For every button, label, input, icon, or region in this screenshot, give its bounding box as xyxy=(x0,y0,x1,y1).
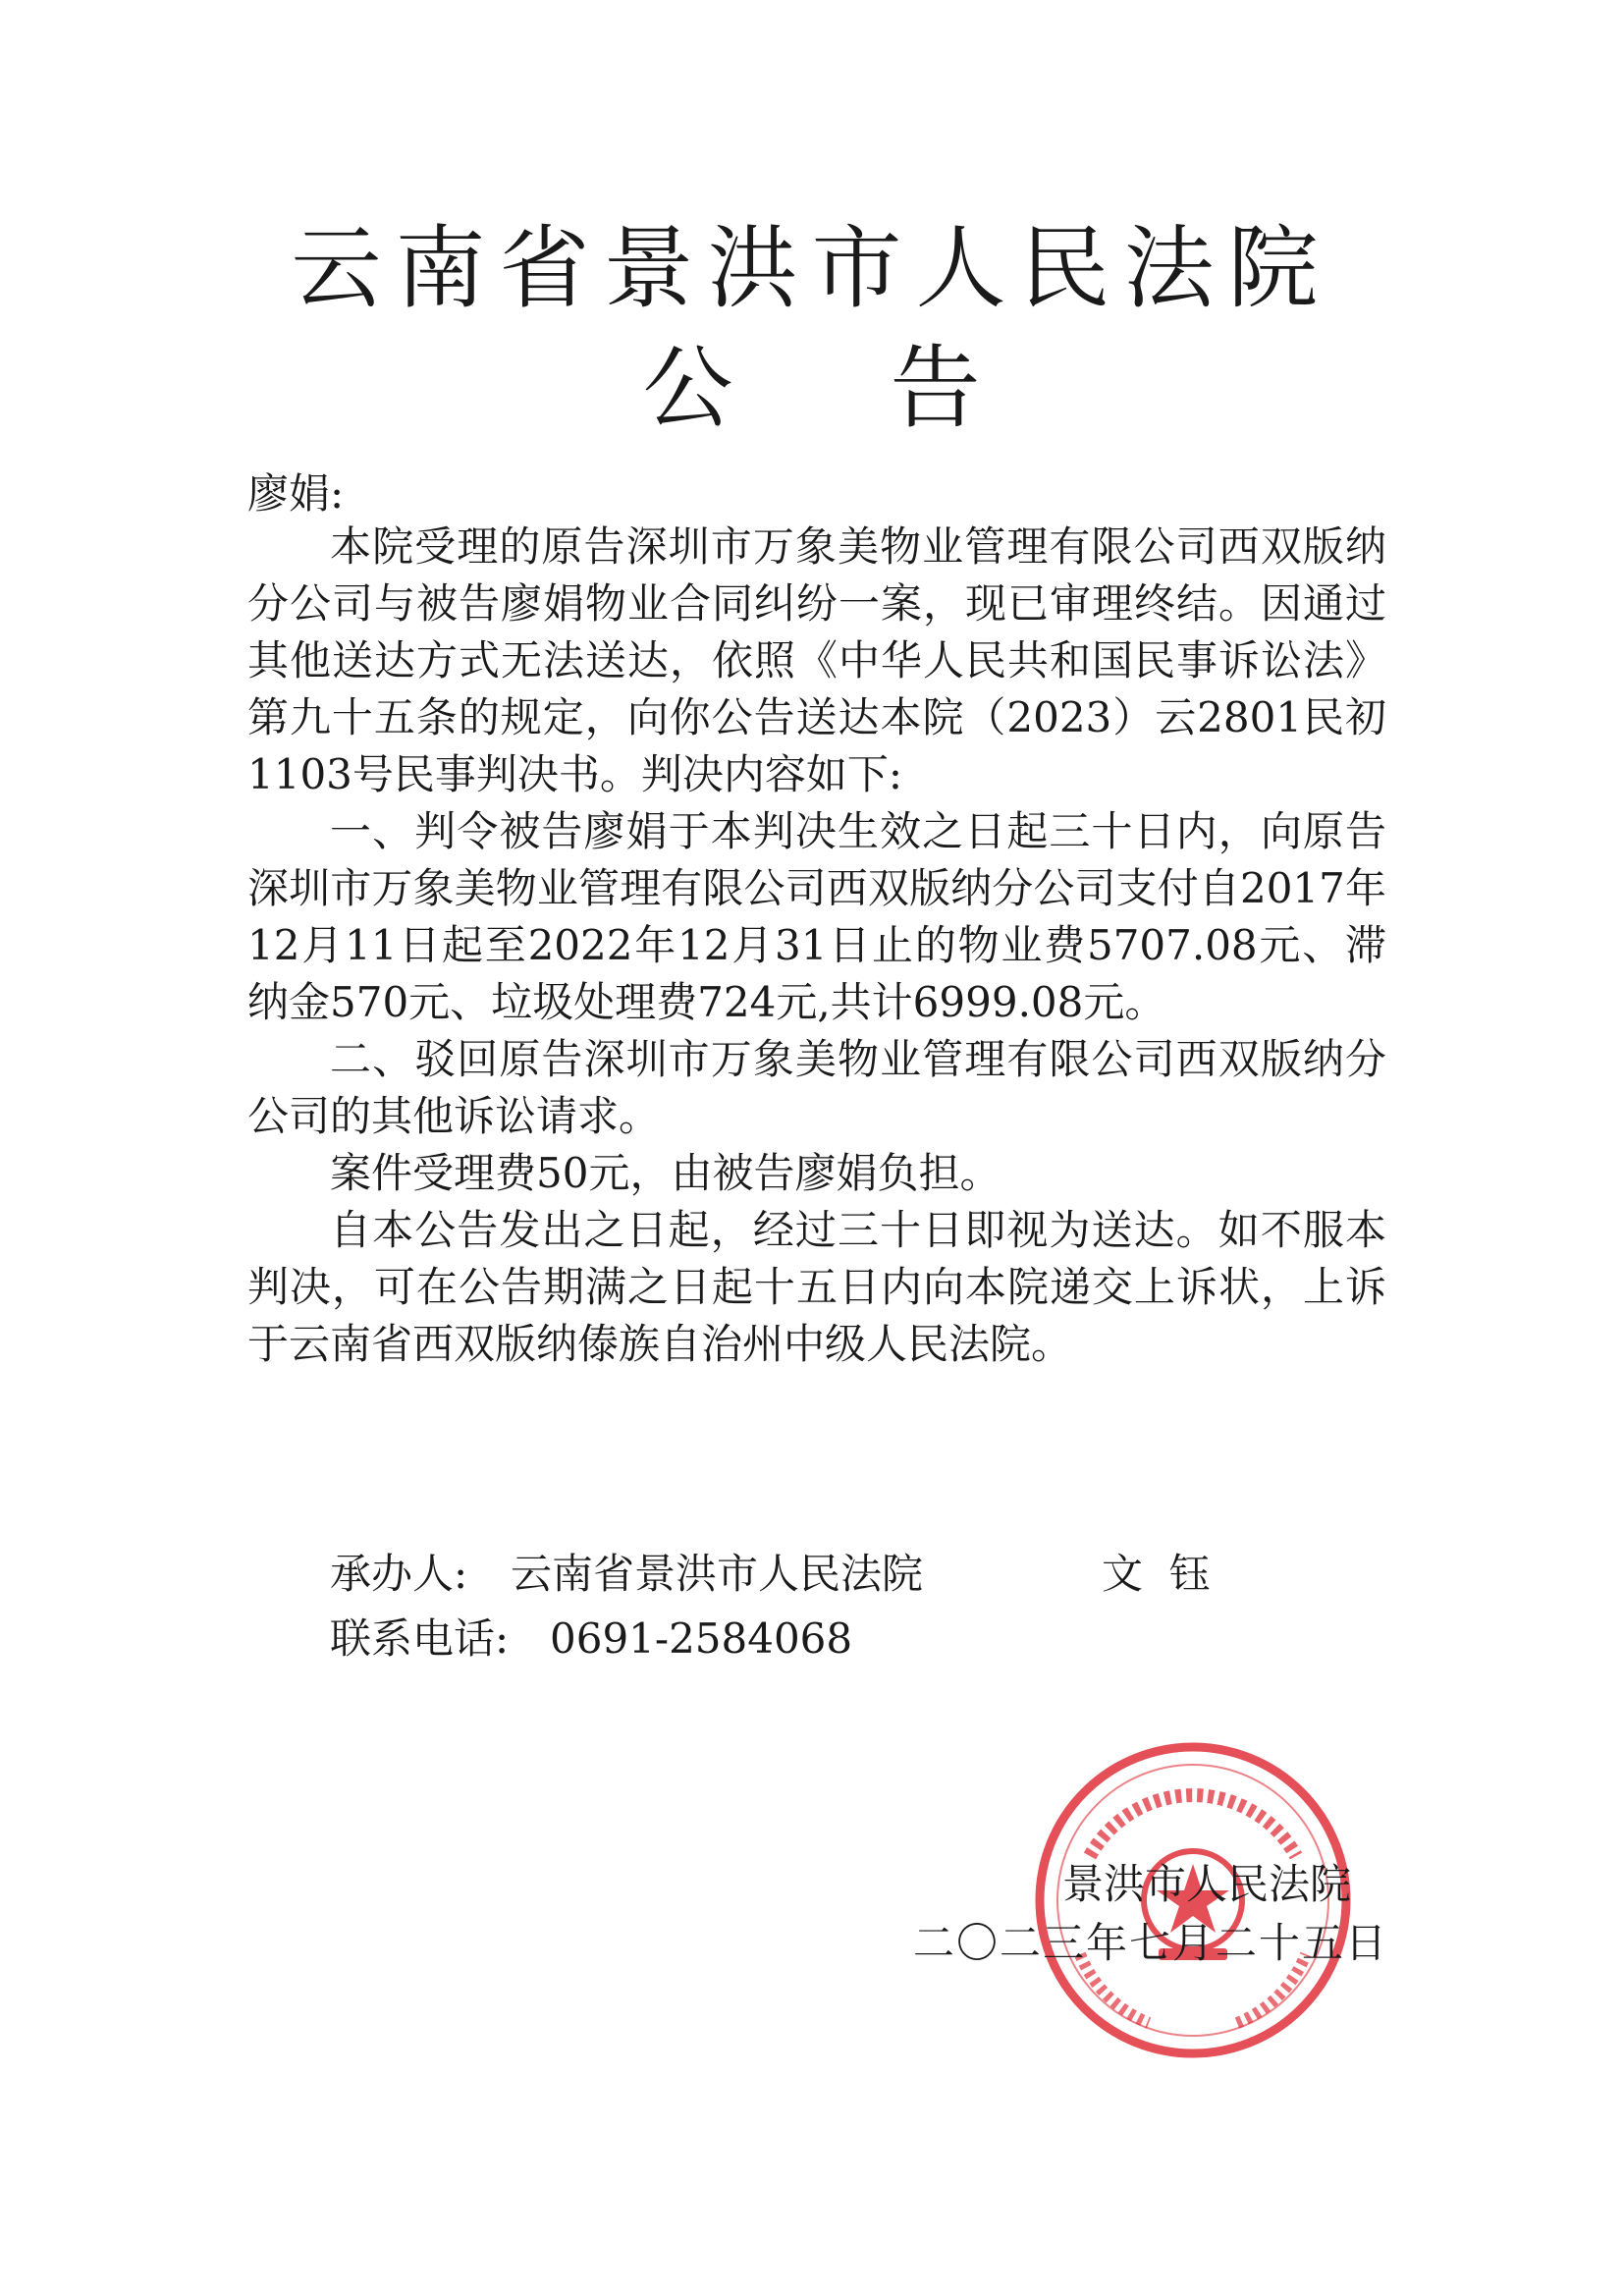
notice-body xyxy=(247,519,1386,1373)
paragraph-fee: 案件受理费50元，由被告廖娟负担。 xyxy=(330,1149,1001,1197)
issuing-court: 景洪市人民法院 xyxy=(1062,1860,1352,1908)
paragraph-intro: 本院受理的原告深圳市万象美物业管理有限公司西双版纳分公司与被告廖娟物业合同纠纷一案，现已审理终结。因通过其他送达方式无法送达，依照《中华人民共和国民事诉讼法》第九十五条的规定，向你公告送达本院（2023）云2801民初1103号民事判决书。判决内容如下: xyxy=(247,522,1386,798)
document-type: 公告 xyxy=(642,336,1138,441)
phone-label: 联系电话: xyxy=(330,1614,510,1663)
handler-label: 承办人: xyxy=(330,1550,468,1598)
paragraph-judgment-2: 二、驳回原告深圳市万象美物业管理有限公司西双版纳分公司的其他诉讼请求。 xyxy=(247,1035,1386,1140)
paragraph-judgment-1: 一、判令被告廖娟于本判决生效之日起三十日内，向原告深圳市万象美物业管理有限公司西双版纳分公司支付自2017年12月11日起至2022年12月31日止的物业费5707.08元、滞纳金570元、垃圾处理费724元,共计6999.08元。 xyxy=(247,807,1386,1026)
handler-name: 文 钰 xyxy=(1102,1550,1211,1598)
salutation: 廖娟: xyxy=(247,469,345,518)
handler-court: 云南省景洪市人民法院 xyxy=(511,1550,924,1598)
page-title: 云南省景洪市人民法院 xyxy=(291,216,1332,321)
issue-date: 二〇二三年七月二十五日 xyxy=(913,1919,1389,1967)
phone-number: 0691-2584068 xyxy=(550,1614,853,1663)
paragraph-appeal: 自本公告发出之日起，经过三十日即视为送达。如不服本判决，可在公告期满之日起十五日内向本院递交上诉状，上诉于云南省西双版纳傣族自治州中级人民法院。 xyxy=(247,1206,1386,1368)
